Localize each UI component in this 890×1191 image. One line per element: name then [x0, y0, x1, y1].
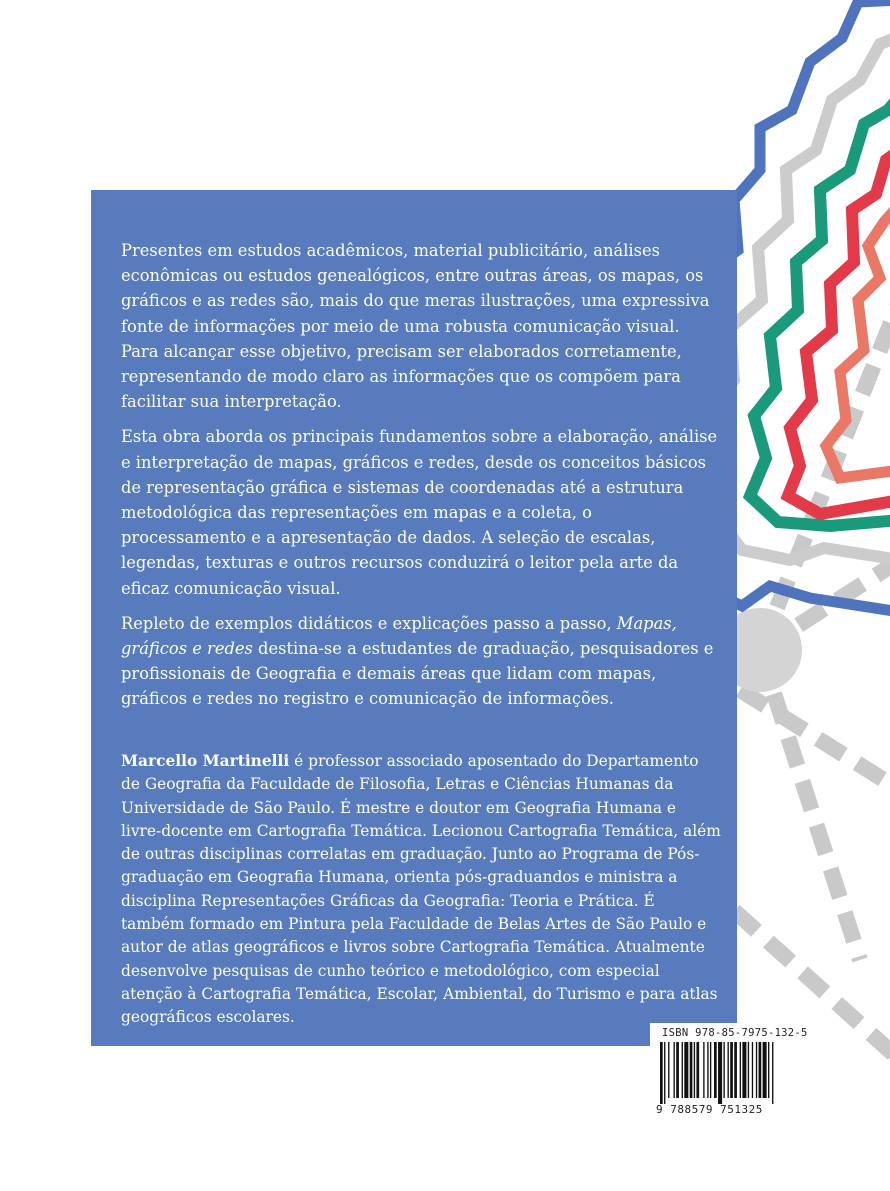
description-paragraph-3-rest: destina-se a estudantes de graduação, pesquisadores e profissionais de Geografia e demais áreas que lidam com mapas, gráficos e redes no registro e comunicação de informações.: [121, 639, 714, 709]
isbn-label: ISBN 978-85-7975-132-5: [662, 1027, 808, 1039]
barcode-bar: [676, 1042, 679, 1098]
barcode-bar: [756, 1042, 757, 1098]
book-title-italic: Mapas, gráficos e redes: [121, 613, 677, 659]
barcode-bar: [740, 1042, 741, 1098]
barcode-bar: [752, 1042, 753, 1098]
author-bio-text: é professor associado aposentado do Departamento de Geografia da Faculdade de Filosofia, Letras e Ciências Humanas da Universidade de São Paulo. É mestre e doutor em Geografia Humana e livre-docente em Cartografia Temática. Lecionou Cartografia Temática, além de outras disciplinas correlatas em graduação. Junto ao Programa de Pós-graduação em Geografia Humana, orienta pós-graduandos e ministra a disciplina Representações Gráficas da Geografia: Teoria e Prática. É também formado em Pintura pela Faculdade de Belas Artes de São Paulo e autor de atlas geográficos e livros sobre Cartografia Temática. Atualmente desenvolve pesquisas de cunho teórico e metodológico, com especial atenção à Cartografia Temática, Escolar, Ambiental, do Turismo e para atlas geográficos escolares.: [121, 752, 721, 1027]
barcode-bar: [674, 1042, 675, 1098]
barcode-bar: [690, 1042, 693, 1098]
barcode-bar: [734, 1042, 737, 1098]
barcode-bar: [772, 1042, 773, 1104]
barcode-bar: [682, 1042, 683, 1098]
barcode-bar: [684, 1042, 688, 1098]
isbn-digits: 9 788579 751325: [656, 1103, 763, 1116]
dashed-ray: [760, 650, 860, 960]
barcode-bar: [707, 1042, 708, 1098]
barcode-bar: [660, 1042, 663, 1104]
barcode-bar: [703, 1042, 704, 1098]
barcode-bar: [742, 1042, 746, 1098]
barcode-bar: [748, 1042, 749, 1098]
description-paragraph-1: Presentes em estudos acadêmicos, material publicitário, análises econômicas ou estudos genealógicos, entre outras áreas, os mapas, os gráficos e as redes são, mais do que meras ilustrações, uma expressiva fonte de informações por meio de uma robusta comunicação visual. Para alcançar esse objetivo, precisam ser elaborados corretamente, representando de modo claro as informações que os compõem para facilitar sua interpretação.: [121, 241, 710, 412]
barcode-bar: [728, 1042, 729, 1098]
barcode-bar: [696, 1042, 699, 1098]
description-paragraph-2: Esta obra aborda os principais fundamentos sobre a elaboração, análise e interpretação de mapas, gráficos e redes, desde os conceitos básicos de representação gráfica e sistemas de coordenadas até a estrutura metodológica das representações em mapas e a coleta, o processamento e a apresentação de dados. A seleção de escalas, legendas, texturas e outros recursos conduzirá o leitor pela arte da eficaz comunicação visual.: [121, 427, 718, 598]
green-contour: [750, 96, 890, 526]
author-bio-paragraph: [121, 750, 721, 1030]
book-description: [121, 238, 721, 722]
barcode-bar: [759, 1042, 762, 1098]
isbn-barcode: [650, 1023, 825, 1119]
description-paragraph-3: [121, 611, 721, 712]
barcode-bars: [658, 1042, 818, 1104]
barcode-bar: [710, 1042, 711, 1098]
barcode-bar: [664, 1042, 665, 1104]
barcode-bar: [730, 1042, 733, 1098]
barcode-bar: [763, 1042, 767, 1098]
barcode-bar: [768, 1042, 769, 1098]
author-bio: [121, 750, 721, 1030]
barcode-bar: [718, 1042, 722, 1104]
dashed-ray: [740, 690, 890, 790]
barcode-bar: [723, 1042, 724, 1098]
barcode-bar: [694, 1042, 695, 1098]
author-name: Marcello Martinelli: [121, 752, 290, 770]
description-paragraph-3-intro: Repleto de exemplos didáticos e explicações passo a passo,: [121, 613, 617, 633]
barcode-bar: [668, 1042, 669, 1098]
barcode-bar: [714, 1042, 717, 1098]
